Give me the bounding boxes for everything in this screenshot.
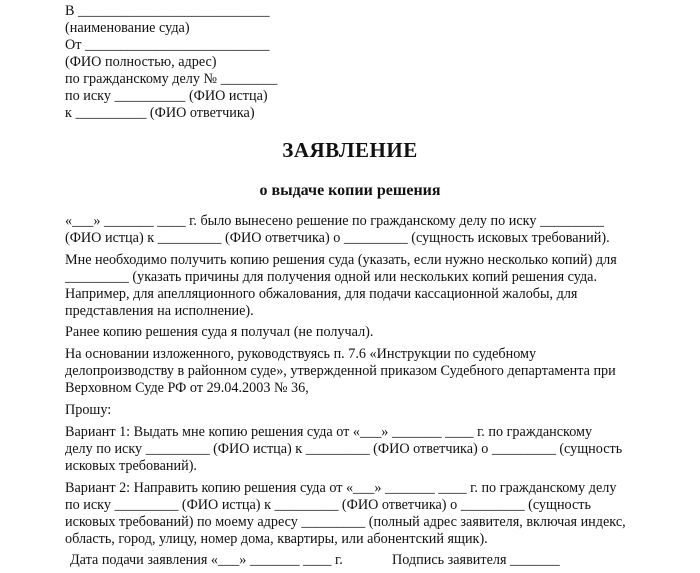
- paragraph-line: исковых требований) по моему адресу _________ (полный адрес заявителя, включая индекс,: [65, 514, 626, 530]
- paragraph-line: На основании изложенного, руководствуясь п. 7.6 «Инструкции по судебному: [65, 346, 537, 362]
- paragraph-line: исковых требований).: [65, 458, 197, 474]
- plaintiff-line: по иску __________ (ФИО истца): [65, 88, 268, 104]
- paragraph-line: Например, для апелляционного обжалования, для подачи кассационной жалобы, для: [65, 286, 578, 302]
- court-line: В ___________________________: [65, 3, 270, 19]
- paragraph-line: Верховном Суде РФ от 29.04.2003 № 36,: [65, 380, 309, 396]
- paragraph-line: Вариант 1: Выдать мне копию решения суда от «___» _______ ____ г. по гражданскому: [65, 424, 593, 440]
- from-line: От __________________________: [65, 37, 270, 53]
- paragraph-line: Мне необходимо получить копию решения суда (указать, если нужно несколько копий) для: [65, 252, 617, 268]
- court-caption: (наименование суда): [65, 20, 190, 36]
- paragraph-line: представления на исполнение).: [65, 303, 254, 319]
- filing-date: Дата подачи заявления «___» _______ ____ г.: [70, 552, 343, 568]
- paragraph-line: область, город, улицу, номер дома, квартиры, или абонентский ящик).: [65, 531, 488, 547]
- paragraph-line: по иску _________ (ФИО истца) к _________ (ФИО ответчика) о _________ (сущность: [65, 497, 591, 513]
- paragraph-line: «___» _______ ____ г. было вынесено решение по гражданскому делу по иску _________: [65, 213, 604, 229]
- paragraph-line: Ранее копию решения суда я получал (не получал).: [65, 324, 374, 340]
- paragraph-line: делу по иску _________ (ФИО истца) к _________ (ФИО ответчика) о _________ (сущность: [65, 441, 623, 457]
- document-subtitle: о выдаче копии решения: [259, 182, 441, 199]
- document-title: ЗАЯВЛЕНИЕ: [282, 138, 418, 162]
- paragraph-line: Вариант 2: Направить копию решения суда от «___» _______ ____ г. по гражданскому делу: [65, 480, 617, 496]
- applicant-signature: Подпись заявителя _______: [392, 552, 560, 568]
- paragraph-line: (ФИО истца) к _________ (ФИО ответчика) о _________ (сущность исковых требований).: [65, 230, 610, 246]
- paragraph-line: делопроизводству в районном суде», утвержденной приказом Судебного департамента при: [65, 363, 616, 379]
- request-heading: Прошу:: [65, 402, 112, 418]
- defendant-line: к __________ (ФИО ответчика): [65, 105, 255, 121]
- paragraph-line: _________ (указать причины для получения одной или нескольких копий решения суда.: [65, 269, 598, 285]
- case-number-line: по гражданскому делу № ________: [65, 71, 278, 87]
- from-caption: (ФИО полностью, адрес): [65, 54, 217, 70]
